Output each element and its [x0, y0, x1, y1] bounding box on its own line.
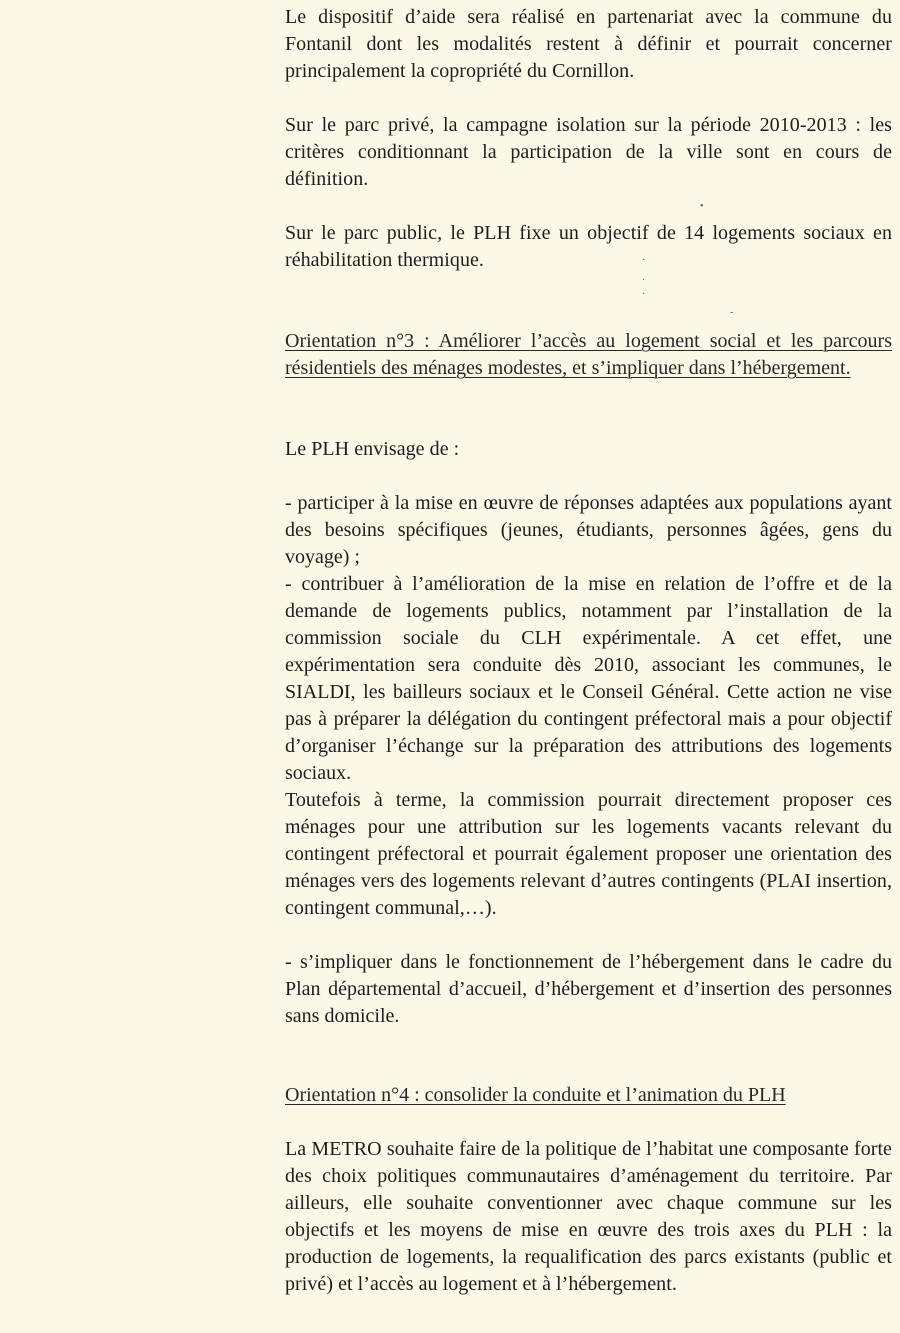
scan-mark: •	[700, 201, 704, 212]
paragraph-private-stock-insulation: Sur le parc privé, la campagne isolation sur la période 2010-2013 : les critères conditionnant la participation de la ville sont en cours de définition.	[285, 114, 892, 190]
paragraph-public-stock-objective: Sur le parc public, le PLH fixe un objectif de 14 logements sociaux en réhabilitation thermique.	[285, 222, 892, 271]
scan-mark: ·	[642, 255, 646, 266]
orientation-4-heading: Orientation n°4 : consolider la conduite et l’animation du PLH	[285, 1084, 786, 1106]
paragraph-commission-allocation: Toutefois à terme, la commission pourrait directement proposer ces ménages pour une attribution sur les logements vacants relevant du contingent préfectoral et pourrait également proposer une orientation des ménages vers des logements relevant d’autres contingents (PLAI insertion, contingent communal,…).	[285, 789, 892, 919]
scan-mark: ·	[642, 275, 646, 286]
scan-mark: -	[730, 307, 734, 318]
orientation-3-heading: Orientation n°3 : Améliorer l’accès au logement social et les parcours résidentiels des ménages modestes, et s’impliquer dans l’hébergement.	[285, 330, 892, 379]
list-item-specific-needs: - participer à la mise en œuvre de réponses adaptées aux populations ayant des besoins spécifiques (jeunes, étudiants, personnes âgées, gens du voyage) ;	[285, 492, 892, 568]
list-item-public-housing-demand: - contribuer à l’amélioration de la mise en relation de l’offre et de la demande de logements publics, notamment par l’installation de la commission sociale du CLH expérimentale. A cet effet, une expérimentation sera conduite dès 2010, associant les communes, le SIALDI, les bailleurs sociaux et le Conseil Général. Cette action ne vise pas à préparer la délégation du contingent préfectoral mais a pour objectif d’organiser l’échange sur la préparation des attributions des logements sociaux.	[285, 573, 892, 784]
list-item-accommodation: - s’impliquer dans le fonctionnement de l’hébergement dans le cadre du Plan départemental d’accueil, d’hébergement et d’insertion des personnes sans domicile.	[285, 951, 892, 1027]
paragraph-fontanil-support: Le dispositif d’aide sera réalisé en partenariat avec la commune du Fontanil dont les modalités restent à définir et pourrait concerner principalement la copropriété du Cornillon.	[285, 6, 892, 82]
scan-mark: ·	[642, 289, 646, 300]
plh-intro: Le PLH envisage de :	[285, 438, 460, 460]
paragraph-metro-housing-policy: La METRO souhaite faire de la politique de l’habitat une composante forte des choix politiques communautaires d’aménagement du territoire. Par ailleurs, elle souhaite conventionner avec chaque commune sur les objectifs et les moyens de mise en œuvre des trois axes du PLH : la production de logements, la requalification des parcs existants (public et privé) et l’accès au logement et à l’hébergement.	[285, 1138, 892, 1295]
